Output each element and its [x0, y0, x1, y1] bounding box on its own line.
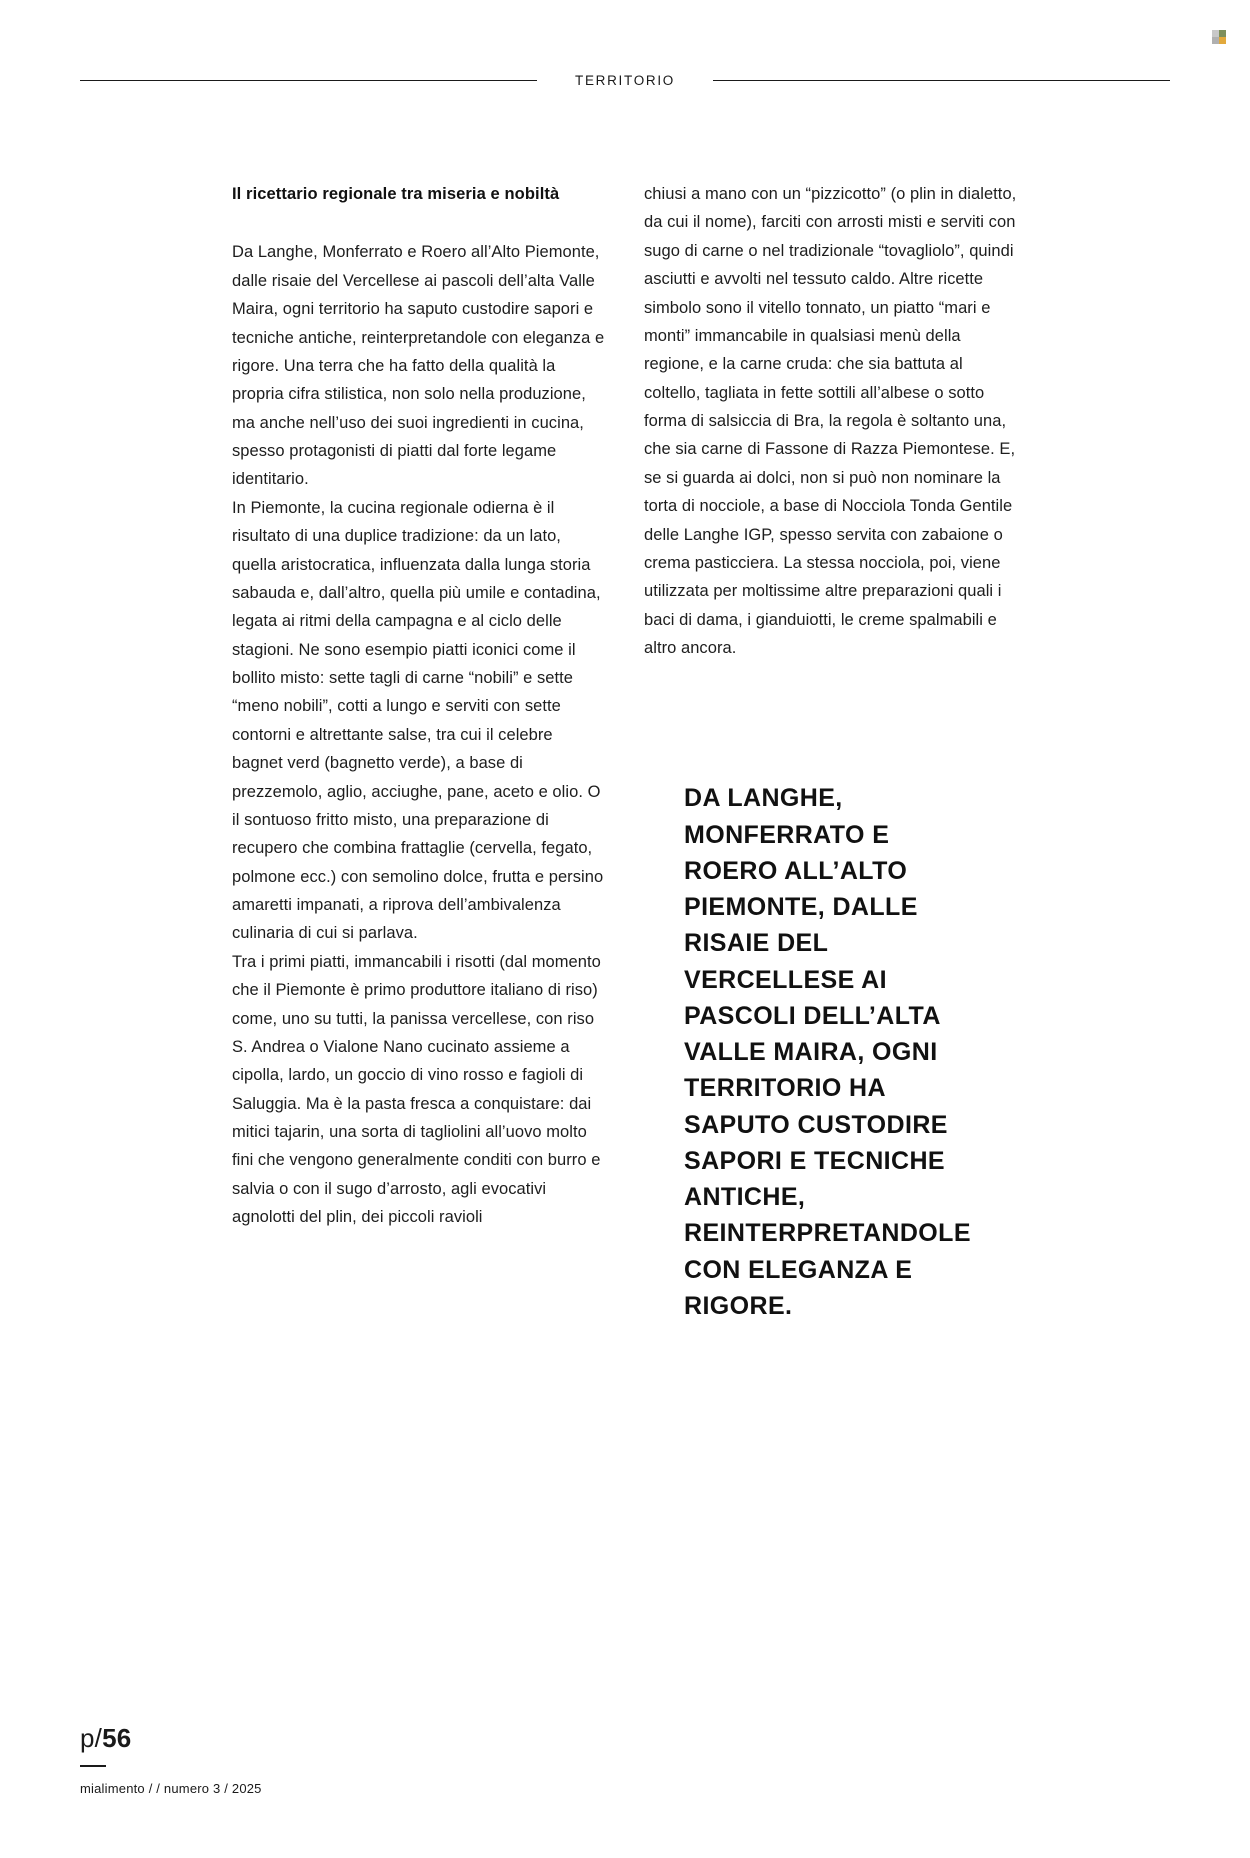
- folio-separator: /: [94, 1723, 103, 1753]
- folio-prefix: p: [80, 1723, 95, 1753]
- two-column-layout: [232, 180, 1018, 1349]
- header-rule-right: [713, 80, 1170, 81]
- paragraph: In Piemonte, la cucina regionale odierna è il risultato di una duplice tradizione: da un lato, quella aristocratica, influenzata dalla lunga storia sabauda e, dall’altro, quella più umile e contadina, legata ai ritmi della campagna e al ciclo delle stagioni. Ne sono esempio piatti iconici come il bollito misto: sette tagli di carne “nobili” e sette “meno nobili”, cotti a lungo e serviti con sette contorni e altrettante salse, tra cui il celebre bagnet verd (bagnetto verde), a base di prezzemolo, aglio, acciughe, pane, aceto e olio. O il sontuoso fritto misto, una preparazione di recupero che combina frattaglie (cervella, fegato, polmone ecc.) con semolino dolce, frutta e persino amaretti impanati, a riprova dell’ambivalenza culinaria di cui si parlava.: [232, 498, 604, 943]
- folio: [80, 1725, 680, 1751]
- section-title: TERRITORIO: [575, 72, 676, 88]
- paragraph: Da Langhe, Monferrato e Roero all’Alto Piemonte, dalle risaie del Vercellese ai pascoli dell’alta Valle Maira, ogni territorio ha saputo custodire sapori e tecniche antiche, reinterpretandole con eleganza e rigore. Una terra che ha fatto della qualità la propria cifra stilistica, non solo nella produzione, ma anche nell’uso dei suoi ingredienti in cucina, spesso protagonisti di piatti dal forte legame identitario.: [232, 243, 605, 489]
- color-swatch-gray: [1212, 37, 1219, 44]
- color-swatch-olive: [1219, 30, 1226, 37]
- issue-info: / / numero 3 / 2025: [148, 1781, 262, 1796]
- page-header: [80, 70, 1170, 90]
- column-right: [644, 180, 1018, 1349]
- paragraph: Tra i primi piatti, immancabili i risotti (dal momento che il Piemonte è primo produttore italiano di riso) come, uno su tutti, la panissa vercellese, con riso S. Andrea o Vialone Nano cucinato assieme a cipolla, lardo, un goccio di vino rosso e fagioli di Saluggia. Ma è la pasta fresca a conquistare: dai mitici tajarin, una sorta di tagliolini all’uovo molto fini che vengono generalmente conditi con burro e salvia o con il sugo d’arrosto, agli evocativi agnolotti del plin, dei piccoli ravioli: [232, 952, 601, 1227]
- pull-quote: DA LANGHE, MONFERRATO E ROERO ALL’ALTO PIEMONTE, DALLE RISAIE DEL VERCELLESE AI PASCOLI DELL’ALTA VALLE MAIRA, OGNI TERRITORIO HA SAPUTO CUSTODIRE SAPORI E TECNICHE ANTICHE, REINTERPRETANDOLE CON ELEGANZA E RIGORE.: [684, 784, 971, 1320]
- article-body: [232, 180, 1018, 1349]
- color-swatch-gray-light: [1212, 30, 1219, 37]
- folio-rule: [80, 1765, 106, 1767]
- column-left: [232, 180, 606, 1232]
- header-rule-left: [80, 80, 537, 81]
- page-number: 56: [102, 1723, 132, 1753]
- color-swatch-amber: [1219, 37, 1226, 44]
- brand-name-alimento: alimento: [94, 1781, 145, 1796]
- article-subheading: Il ricettario regionale tra miseria e nobiltà: [232, 185, 560, 203]
- paragraph: chiusi a mano con un “pizzicotto” (o plin in dialetto, da cui il nome), farciti con arrosti misti e serviti con sugo di carne o nel tradizionale “tovagliolo”, quindi asciutti e avvolti nel tessuto caldo. Altre ricette simbolo sono il vitello tonnato, un piatto “mari e monti” immancabile in qualsiasi menù della regione, e la carne cruda: che sia battuta al coltello, tagliata in fette sottili all’albese o sotto forma di salsiccia di Bra, la regola è soltanto una, che sia carne di Fassone di Razza Piemontese. E, se si guarda ai dolci, non si può non nominare la torta di nocciole, a base di Nocciola Tonda Gentile delle Langhe IGP, spesso servita con zabaione o crema pasticciera. La stessa nocciola, poi, viene utilizzata per moltissime altre preparazioni quali i baci di dama, i gianduiotti, le creme spalmabili e altro ancora.: [644, 185, 1017, 657]
- colophon: [80, 1781, 680, 1796]
- brand-name-mi: mi: [80, 1781, 95, 1796]
- page-footer: [80, 1725, 680, 1796]
- corner-color-mark: [1212, 30, 1226, 44]
